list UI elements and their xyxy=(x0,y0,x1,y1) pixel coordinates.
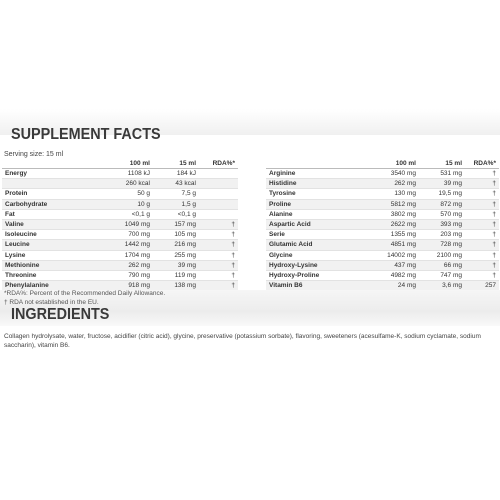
amount-value: 4982 mg xyxy=(362,270,419,280)
rda-value: † xyxy=(465,179,499,189)
amount-value: 24 mg xyxy=(362,281,419,291)
amount-value: 393 mg xyxy=(419,219,465,229)
table-row xyxy=(2,240,238,250)
amount-value: 262 mg xyxy=(98,260,153,270)
column-header: RDA%* xyxy=(199,159,238,169)
amount-value: 1049 mg xyxy=(98,219,153,229)
rda-value: † xyxy=(199,219,238,229)
rda-value: † xyxy=(199,250,238,260)
table-row xyxy=(266,199,499,209)
nutrient-name: Threonine xyxy=(2,270,98,280)
column-header: 15 ml xyxy=(419,159,465,169)
amount-value: <0,1 g xyxy=(98,209,153,219)
rda-value xyxy=(199,199,238,209)
amount-value: 19,5 mg xyxy=(419,189,465,199)
table-row xyxy=(2,199,238,209)
amount-value: <0,1 g xyxy=(153,209,199,219)
nutrient-name xyxy=(2,179,98,189)
nutrient-name: Glutamic Acid xyxy=(266,240,362,250)
column-header: 100 ml xyxy=(362,159,419,169)
supplement-facts-title: SUPPLEMENT FACTS xyxy=(11,126,161,143)
column-header: RDA%* xyxy=(465,159,499,169)
nutrient-name: Vitamin B6 xyxy=(266,281,362,291)
amount-value: 39 mg xyxy=(419,179,465,189)
amount-value: 255 mg xyxy=(153,250,199,260)
amount-value: 3540 mg xyxy=(362,169,419,179)
amount-value: 700 mg xyxy=(98,230,153,240)
table-row xyxy=(266,219,499,229)
amount-value: 43 kcal xyxy=(153,179,199,189)
table-row xyxy=(2,209,238,219)
nutrient-name: Methionine xyxy=(2,260,98,270)
rda-value: † xyxy=(465,169,499,179)
rda-value xyxy=(199,209,238,219)
rda-value: † xyxy=(465,270,499,280)
amount-value: 2622 mg xyxy=(362,219,419,229)
amount-value: 157 mg xyxy=(153,219,199,229)
nutrient-name: Lysine xyxy=(2,250,98,260)
amount-value: 105 mg xyxy=(153,230,199,240)
amount-value: 1108 kJ xyxy=(98,169,153,179)
amount-value: 66 mg xyxy=(419,260,465,270)
nutrient-name: Valine xyxy=(2,219,98,229)
rda-value: † xyxy=(199,240,238,250)
nutrient-name: Tyrosine xyxy=(266,189,362,199)
rda-value: † xyxy=(199,281,238,291)
amount-value: 437 mg xyxy=(362,260,419,270)
column-header: 100 ml xyxy=(98,159,153,169)
table-header-row xyxy=(2,159,238,169)
amount-value: 216 mg xyxy=(153,240,199,250)
table-row xyxy=(266,179,499,189)
amount-value: 1704 mg xyxy=(98,250,153,260)
rda-value xyxy=(199,169,238,179)
nutrient-name: Leucine xyxy=(2,240,98,250)
serving-size: Serving size: 15 ml xyxy=(4,151,64,158)
nutrient-name: Energy xyxy=(2,169,98,179)
rda-value: † xyxy=(465,209,499,219)
amount-value: 184 kJ xyxy=(153,169,199,179)
rda-value: † xyxy=(465,230,499,240)
amount-value: 14002 mg xyxy=(362,250,419,260)
table-row xyxy=(266,270,499,280)
amount-value: 39 mg xyxy=(153,260,199,270)
amount-value: 2100 mg xyxy=(419,250,465,260)
table-row xyxy=(2,189,238,199)
column-header: 15 ml xyxy=(153,159,199,169)
amount-value: 1442 mg xyxy=(98,240,153,250)
amount-value: 50 g xyxy=(98,189,153,199)
amount-value: 5812 mg xyxy=(362,199,419,209)
table-row xyxy=(2,260,238,270)
nutrient-name: Phenylalanine xyxy=(2,281,98,291)
table-row xyxy=(266,169,499,179)
amount-value: 1,5 g xyxy=(153,199,199,209)
rda-footnote: *RDA%: Percent of the Recommended Daily Allowance. xyxy=(4,290,166,297)
rda-value: † xyxy=(199,230,238,240)
amount-value: 203 mg xyxy=(419,230,465,240)
table-row xyxy=(2,270,238,280)
nutrition-table-right xyxy=(266,159,499,291)
amount-value: 10 g xyxy=(98,199,153,209)
amount-value: 138 mg xyxy=(153,281,199,291)
nutrient-name: Arginine xyxy=(266,169,362,179)
amount-value: 3,6 mg xyxy=(419,281,465,291)
amount-value: 262 mg xyxy=(362,179,419,189)
table-row xyxy=(2,250,238,260)
rda-value: † xyxy=(465,260,499,270)
rda-value: † xyxy=(465,240,499,250)
rda-value: † xyxy=(199,260,238,270)
rda-not-established-note: † RDA not established in the EU. xyxy=(4,299,99,306)
amount-value: 260 kcal xyxy=(98,179,153,189)
nutrient-name: Histidine xyxy=(266,179,362,189)
nutrient-name: Hydroxy-Proline xyxy=(266,270,362,280)
nutrient-name: Protein xyxy=(2,189,98,199)
amount-value: 1355 mg xyxy=(362,230,419,240)
amount-value: 872 mg xyxy=(419,199,465,209)
nutrient-name: Isoleucine xyxy=(2,230,98,240)
table-row xyxy=(2,219,238,229)
nutrient-name: Alanine xyxy=(266,209,362,219)
amount-value: 728 mg xyxy=(419,240,465,250)
column-header xyxy=(266,159,362,169)
table-row xyxy=(266,209,499,219)
table-row xyxy=(2,230,238,240)
rda-value xyxy=(199,189,238,199)
rda-value: † xyxy=(465,250,499,260)
column-header xyxy=(2,159,98,169)
amount-value: 130 mg xyxy=(362,189,419,199)
ingredients-text: Collagen hydrolysate, water, fructose, acidifier (citric acid), glycine, preservative (potassium sorbate), flavoring, sweeteners (acesulfame-K, sodium cyclamate, sodium saccharin), vitamin B6. xyxy=(4,333,481,349)
table-header-row xyxy=(266,159,499,169)
amount-value: 570 mg xyxy=(419,209,465,219)
nutrition-table-left xyxy=(2,159,238,291)
amount-value: 4851 mg xyxy=(362,240,419,250)
rda-value: † xyxy=(465,199,499,209)
table-row xyxy=(266,240,499,250)
nutrient-name: Carbohydrate xyxy=(2,199,98,209)
table-row xyxy=(266,230,499,240)
amount-value: 790 mg xyxy=(98,270,153,280)
rda-value: † xyxy=(465,189,499,199)
nutrient-name: Fat xyxy=(2,209,98,219)
amount-value: 747 mg xyxy=(419,270,465,280)
rda-value xyxy=(199,179,238,189)
nutrient-name: Proline xyxy=(266,199,362,209)
table-row xyxy=(266,189,499,199)
nutrient-name: Serie xyxy=(266,230,362,240)
rda-value: † xyxy=(465,219,499,229)
amount-value: 918 mg xyxy=(98,281,153,291)
nutrient-name: Glycine xyxy=(266,250,362,260)
ingredients-title: INGREDIENTS xyxy=(11,306,110,323)
rda-value: † xyxy=(199,270,238,280)
nutrient-name: Aspartic Acid xyxy=(266,219,362,229)
amount-value: 3802 mg xyxy=(362,209,419,219)
amount-value: 531 mg xyxy=(419,169,465,179)
amount-value: 7,5 g xyxy=(153,189,199,199)
table-row xyxy=(266,250,499,260)
table-row xyxy=(2,179,238,189)
nutrient-name: Hydroxy-Lysine xyxy=(266,260,362,270)
table-row xyxy=(266,260,499,270)
table-row xyxy=(2,169,238,179)
amount-value: 119 mg xyxy=(153,270,199,280)
rda-value: 257 xyxy=(465,281,499,291)
